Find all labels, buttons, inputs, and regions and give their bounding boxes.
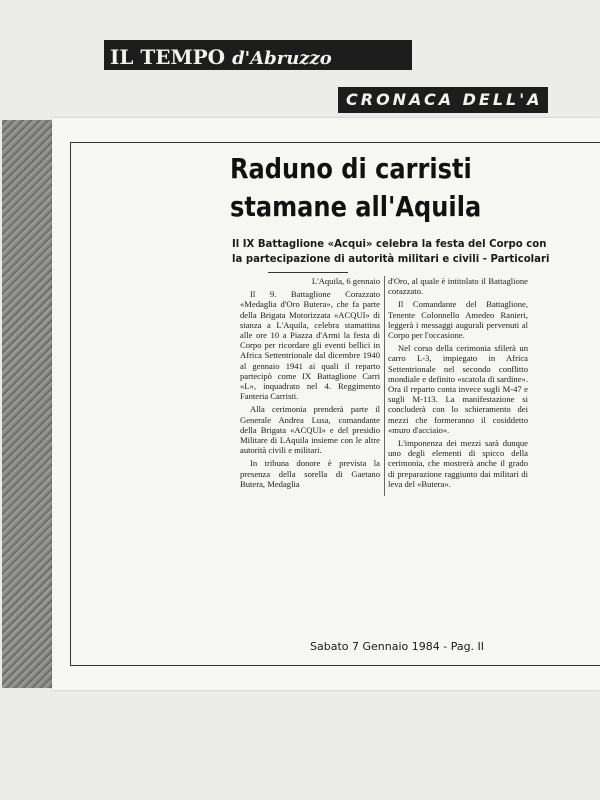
masthead-subtitle: d'Abruzzo <box>232 48 332 69</box>
paragraph: Nel corso della cerimonia sfilerà un carro L-3, impiegato in Africa Settentrionale nel secondo conflitto mondiale e definito «scatola di sardine». Ora il reparto conta invece sugli M-47 e sugli M-113. La manifestazione si concluderà con lo schieramento dei mezzi che formeranno il cosiddetto «muro d'acciaio». <box>388 343 528 435</box>
masthead-title: IL TEMPO <box>110 45 226 69</box>
page-footer: Sabato 7 Gennaio 1984 - Pag. II <box>310 640 485 653</box>
dateline: L'Aquila, 6 gennaio <box>311 276 380 286</box>
section-banner: CRONACA DELL'A <box>338 87 548 113</box>
paragraph: Il 9. Battaglione Corazzato «Medaglia d'Oro Butera», che fa parte della Brigata Motorizzata «ACQUI» di stanza a L'Aquila, celebra stamattina alle ore 10 a Piazza d'Armi la festa di Corpo per ricordare gli eventi bellici in Africa Settentrionale dal dicembre 1940 al gennaio 1941 ai quali il reparto partecipò come IX Battaglione Carri «L», inquadrato nel 4. Reggimento Fanteria Carristi. <box>240 289 380 402</box>
paragraph: d'Oro, al quale è intitolato il Battaglione corazzato. <box>388 276 528 297</box>
headline-line-1: Raduno di carristi <box>230 152 472 185</box>
newspaper-masthead <box>104 40 412 70</box>
article-column-1 <box>240 276 380 492</box>
article-column-2 <box>388 276 528 492</box>
article-headline <box>230 150 488 226</box>
paragraph: Alla cerimonia prenderà parte il Generale Andrea Lusa, comandante della Brigata «ACQUI» e del presidio Militare di LAquila insieme con le altre autorità civili e militari. <box>240 404 380 456</box>
paragraph: L'imponenza dei mezzi sarà dunque uno degli elementi di spicco della cerimonia, che mostrerà anche il grado di preparazione raggiunto dai militari di leva del «Butera». <box>388 438 528 489</box>
headline-line-2: stamane all'Aquila <box>230 190 482 223</box>
paragraph: Il Comandante del Battaglione, Tenente Colonnello Amedeo Ranieri, leggerà i messaggi augurali pervenuti al Corpo per l'occasione. <box>388 299 528 341</box>
column-divider <box>384 276 385 496</box>
paragraph: In tribuna donore è prevista la presenza della sorella di Gaetano Butera, Medaglia <box>240 458 380 489</box>
subhead-rule <box>268 272 348 273</box>
article-subheadline: Il IX Battaglione «Acqui» celebra la festa del Corpo con la partecipazione di autorità militari e civili - Particolari <box>232 237 550 265</box>
binder-edge <box>2 120 54 688</box>
